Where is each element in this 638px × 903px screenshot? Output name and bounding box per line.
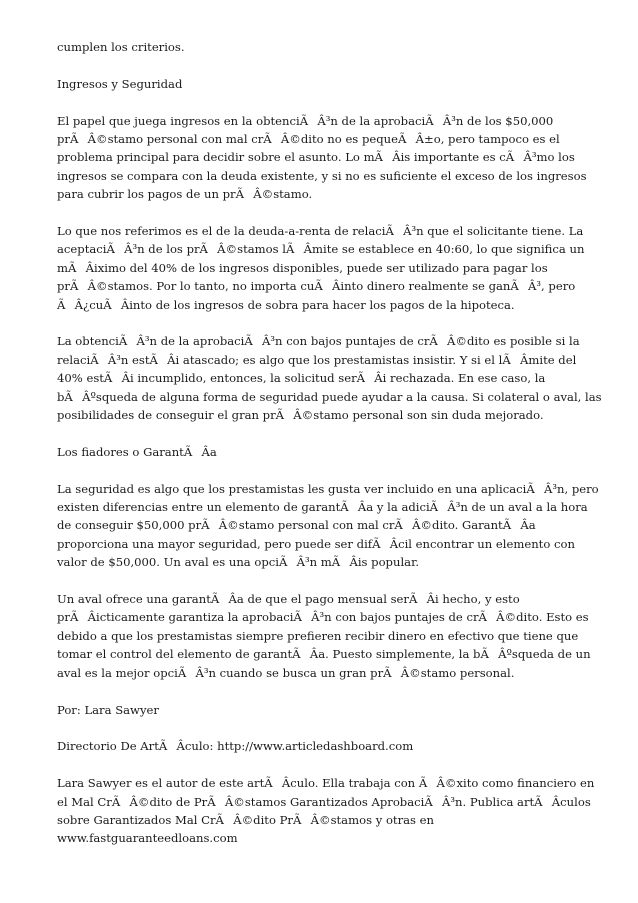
text-fragment-criterios: cumplen los criterios. bbox=[57, 40, 185, 54]
author-byline: Por: Lara Sawyer bbox=[57, 702, 159, 717]
section-heading-fiadores: Los fiadores o GarantÃÂa bbox=[57, 444, 217, 459]
paragraph-seguridad: La seguridad es algo que los prestamistas les gusta ver incluido en una aplicaciÃÂ³n, pero existen diferencias entre un elemento de garantÃÂa y la adiciÃÂ³n de un aval a la hora de conseguir $50,000 prÃÂ©stamo personal con mal crÃÂ©dito. GarantÃÂa proporciona una mayor seguridad, pero puede ser difÃÂcil encontrar un elemento con valor de $50,000. Un aval es una opciÃÂ³n mÃÂis popular. bbox=[57, 481, 599, 570]
paragraph-papel-ingresos: El papel que juega ingresos en la obtenciÃÂ³n de la aprobaciÃÂ³n de los $50,000 prÃÂ©stamo personal con mal crÃÂ©dito no es pequeÃÂ±o, pero tampoco es el problema principal para decidir sobre el asunto. Lo mÃÂis importante es cÃÂ³mo los ingresos se compara con la deuda existente, y si no es suficiente el exceso de los ingresos para cubrir los pagos de un prÃÂ©stamo. bbox=[57, 113, 587, 202]
paragraph-aval: Un aval ofrece una garantÃÂa de que el pago mensual serÃÂi hecho, y esto prÃÂicticamente garantiza la aprobaciÃÂ³n con bajos puntajes de crÃÂ©dito. Esto es debido a que los prestamistas siempre prefieren recibir dinero en efectivo que tiene que tomar el control del elemento de garantÃÂa. Puesto simplemente, la bÃÂºsqueda de un aval es la mejor opciÃÂ³n cuando se busca un gran prÃÂ©stamo personal. bbox=[57, 592, 591, 680]
author-bio: Lara Sawyer es el autor de este artÃÂculo. Ella trabaja con ÃÂ©xito como financiero en el Mal CrÃÂ©dito de PrÃÂ©stamos Garantizados AprobaciÃÂ³n. Publica artÃÂculos sobre Garantizados Mal CrÃÂ©dito PrÃÂ©stamos y otras en www.fastguaranteedloans.com bbox=[57, 776, 595, 846]
section-heading-ingresos: Ingresos y Seguridad bbox=[57, 76, 183, 91]
paragraph-deuda-renta: Lo que nos referimos es el de la deuda-a-renta de relaciÃÂ³n que el solicitante tiene. La aceptaciÃÂ³n de los prÃÂ©stamos lÃÂmite se establece en 40:60, lo que significa un mÃÂiximo del 40% de los ingresos disponibles, puede ser utilizado para pagar los prÃÂ©stamos. Por lo tanto, no importa cuÃÂinto dinero realmente se ganÃÂ³, pero ÃÂ¿cuÃÂinto de los ingresos de sobra para hacer los pagos de la hipoteca. bbox=[57, 224, 585, 312]
paragraph-obtencion-aprobacion: La obtenciÃÂ³n de la aprobaciÃÂ³n con bajos puntajes de crÃÂ©dito es posible si la relaciÃÂ³n estÃÂi atascado; es algo que los prestamistas insistir. Y si el lÃÂmite del 40% estÃÂi incumplido, entonces, la solicitud serÃÂi rechazada. En ese caso, la bÃÂºsqueda de alguna forma de seguridad puede ayudar a la causa. Si colateral o aval, las posibilidades de conseguir el gran prÃÂ©stamo personal son sin duda mejorado. bbox=[57, 334, 602, 423]
document-page bbox=[57, 38, 605, 848]
article-directory-line: Directorio De ArtÃÂculo: http://www.articledashboard.com bbox=[57, 739, 414, 754]
